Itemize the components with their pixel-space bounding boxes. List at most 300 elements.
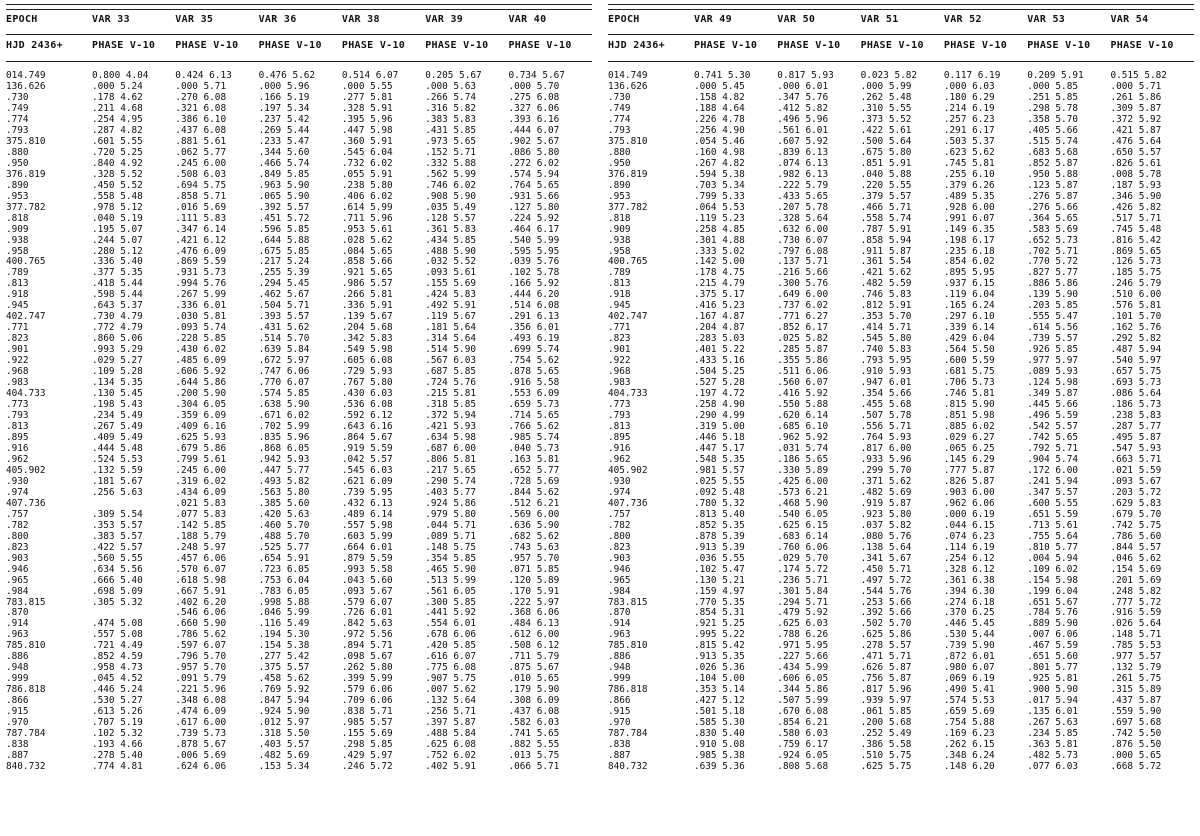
header-rule [6, 34, 592, 35]
epoch-cell: .730 [608, 91, 631, 103]
table-row [608, 256, 1194, 267]
phase-mag-cell: .643 5.37 [92, 300, 143, 312]
header-phase: PHASE V-10 [92, 40, 156, 51]
phase-mag-cell: .489 6.14 [341, 508, 393, 520]
phase-mag-cell: .854 6.02 [943, 256, 995, 268]
phase-mag-cell: .217 5.24 [258, 256, 310, 268]
phase-mag-cell: .278 5.57 [860, 640, 912, 652]
phase-mag-cell: .466 5.71 [860, 201, 912, 213]
phase-mag-cell: .709 6.06 [341, 695, 393, 707]
phase-mag-cell: .258 4.90 [694, 399, 745, 411]
phase-mag-cell: .261 5.75 [1110, 673, 1162, 685]
phase-mag-cell: .043 5.60 [341, 574, 393, 586]
phase-mag-cell: .064 5.53 [694, 201, 745, 213]
table-row [608, 246, 1194, 257]
phase-mag-cell: .657 5.75 [1110, 366, 1162, 378]
phase-mag-cell: .403 5.57 [258, 739, 310, 751]
phase-mag-cell: .363 5.81 [1027, 739, 1078, 751]
table-row [6, 498, 592, 509]
phase-mag-cell: .651 5.67 [1027, 596, 1078, 608]
phase-mag-cell: .993 5.58 [341, 563, 393, 575]
phase-mag-cell: .166 5.92 [508, 278, 560, 290]
phase-mag-cell: .361 5.54 [860, 256, 912, 268]
phase-mag-cell: .142 5.85 [175, 519, 227, 531]
phase-mag-cell: .276 5.66 [1027, 201, 1078, 213]
phase-mag-cell: .545 6.04 [341, 146, 393, 158]
phase-mag-cell: .204 5.68 [341, 322, 393, 334]
phase-mag-cell: .626 5.87 [860, 662, 912, 674]
phase-mag-cell: .840 4.92 [92, 157, 143, 169]
phase-mag-cell: .746 6.02 [425, 179, 476, 191]
table-row [6, 377, 592, 388]
phase-mag-cell: .010 5.65 [508, 673, 560, 685]
phase-mag-cell: .639 5.36 [694, 761, 745, 772]
header-phase: PHASE V-10 [341, 40, 406, 51]
phase-mag-cell: .808 5.68 [777, 761, 829, 772]
phase-mag-cell: .120 5.89 [508, 574, 560, 586]
phase-mag-cell: .401 5.22 [694, 344, 745, 356]
table-row [6, 607, 592, 618]
table-row [6, 147, 592, 158]
epoch-cell: .838 [608, 739, 631, 751]
phase-mag-cell: .878 5.67 [175, 739, 227, 751]
epoch-cell: 375.810 [608, 135, 648, 147]
header-row-2 [608, 40, 1194, 58]
phase-mag-cell: .629 5.83 [1110, 497, 1162, 509]
table-row [608, 81, 1194, 92]
phase-mag-cell: .234 5.49 [92, 410, 143, 421]
phase-mag-cell: .336 6.01 [175, 300, 227, 312]
phase-mag-cell: .224 5.92 [508, 212, 560, 224]
epoch-cell: .771 [6, 322, 29, 334]
phase-mag-cell: .383 5.57 [92, 530, 143, 542]
phase-mag-cell: .742 5.65 [1027, 431, 1078, 443]
phase-mag-cell: .000 6.03 [943, 80, 995, 92]
phase-mag-cell: .869 5.65 [1110, 245, 1162, 257]
phase-mag-cell: .154 5.38 [258, 640, 310, 652]
phase-mag-cell: .455 5.68 [860, 399, 912, 411]
phase-mag-cell: .921 5.25 [694, 618, 745, 630]
phase-mag-cell: .916 5.58 [508, 377, 560, 389]
phase-mag-cell: .770 5.72 [1027, 256, 1078, 268]
phase-mag-cell: .414 5.71 [860, 322, 912, 334]
table-row [6, 388, 592, 399]
phase-mag-cell: .485 6.09 [175, 355, 227, 367]
phase-mag-cell: .770 5.35 [694, 596, 745, 608]
phase-mag-cell: .154 5.69 [1110, 563, 1162, 575]
phase-mag-cell: .786 5.60 [1110, 530, 1162, 542]
phase-mag-cell: .165 6.24 [943, 300, 995, 312]
table-row [6, 136, 592, 147]
phase-mag-cell: .711 5.96 [341, 212, 393, 224]
phase-mag-cell: .947 6.01 [860, 377, 912, 389]
phase-mag-cell: .162 5.76 [1110, 322, 1162, 334]
table-row [608, 355, 1194, 366]
phase-mag-cell: .371 5.62 [860, 475, 912, 487]
table-row [6, 443, 592, 454]
table-row [6, 278, 592, 289]
phase-mag-cell: .958 4.73 [92, 662, 143, 674]
phase-mag-cell: .889 5.90 [1027, 618, 1078, 630]
table-row [608, 114, 1194, 125]
epoch-cell: 785.810 [608, 640, 648, 652]
phase-mag-cell: .355 5.86 [777, 355, 829, 367]
phase-mag-cell: .698 5.09 [92, 585, 143, 597]
epoch-cell: .922 [6, 355, 29, 367]
phase-mag-cell: .089 5.71 [425, 530, 476, 542]
phase-mag-cell: .869 5.59 [175, 256, 227, 268]
phase-mag-cell: .561 6.05 [425, 585, 476, 597]
phase-mag-cell: .488 5.70 [258, 530, 310, 542]
epoch-cell: 407.736 [6, 497, 46, 509]
header-phase: PHASE V-10 [508, 40, 572, 51]
phase-mag-cell: .197 5.34 [258, 102, 310, 114]
phase-mag-cell: .659 5.73 [508, 399, 560, 411]
phase-mag-cell: .858 5.94 [860, 234, 912, 246]
phase-mag-cell: .045 4.52 [92, 673, 143, 685]
phase-mag-cell: .248 5.82 [1110, 585, 1162, 597]
phase-mag-cell: .817 6.00 [860, 442, 912, 454]
phase-mag-cell: .767 5.80 [341, 377, 393, 389]
phase-mag-cell: .429 5.97 [341, 750, 393, 762]
phase-mag-cell: .309 5.54 [92, 508, 143, 520]
phase-mag-cell: .434 6.09 [175, 486, 227, 498]
phase-mag-cell: .973 5.65 [425, 135, 476, 147]
epoch-cell: 405.902 [608, 464, 648, 476]
epoch-cell: 840.732 [6, 761, 46, 772]
epoch-cell: .782 [6, 519, 29, 531]
phase-mag-cell: .487 5.94 [1110, 344, 1162, 356]
phase-mag-cell: .341 5.67 [860, 552, 912, 564]
phase-mag-cell: .383 5.83 [425, 113, 476, 125]
phase-mag-cell: .397 5.87 [425, 717, 476, 729]
phase-mag-cell: .256 5.63 [92, 486, 143, 498]
phase-mag-cell: .852 6.17 [777, 322, 829, 334]
phase-mag-cell: .375 5.57 [258, 662, 310, 674]
phase-mag-cell: .214 6.19 [943, 102, 995, 114]
phase-mag-cell: .858 5.66 [341, 256, 393, 268]
phase-mag-cell: .031 5.74 [777, 442, 829, 454]
phase-mag-cell: .134 5.35 [92, 377, 143, 389]
phase-mag-cell: .985 5.74 [508, 431, 560, 443]
phase-mag-cell: .504 5.25 [694, 366, 745, 378]
phase-mag-cell: .044 6.15 [943, 519, 995, 531]
table-row [608, 465, 1194, 476]
phase-mag-cell: .359 6.09 [175, 410, 227, 421]
phase-mag-cell: .852 4.59 [92, 651, 143, 663]
phase-mag-cell: .237 5.42 [258, 113, 310, 125]
phase-mag-cell: .421 5.87 [1110, 124, 1162, 136]
phase-mag-cell: .742 5.50 [1110, 728, 1162, 740]
phase-mag-cell: .433 5.65 [777, 190, 829, 202]
phase-mag-cell: .074 6.13 [777, 157, 829, 169]
epoch-cell: .890 [608, 179, 631, 191]
phase-mag-cell: .000 6.19 [943, 508, 995, 520]
phase-mag-cell: .482 5.69 [258, 750, 310, 762]
phase-mag-cell: .482 5.73 [1027, 750, 1078, 762]
phase-mag-cell: .801 5.77 [1027, 662, 1078, 674]
phase-mag-cell: .040 5.73 [508, 442, 560, 454]
phase-mag-cell: .739 5.95 [341, 486, 393, 498]
table-row [608, 728, 1194, 739]
phase-mag-cell: .420 5.85 [425, 640, 476, 652]
phase-mag-cell: .933 5.96 [860, 453, 912, 465]
table-row [6, 333, 592, 344]
epoch-cell: .823 [608, 333, 631, 345]
phase-mag-cell: .694 5.75 [175, 179, 227, 191]
phase-mag-cell: .297 6.10 [943, 311, 995, 323]
table-row [6, 169, 592, 180]
epoch-cell: 404.733 [608, 388, 648, 400]
phase-mag-cell: .040 5.19 [92, 212, 143, 224]
phase-mag-cell: .017 5.94 [1027, 695, 1078, 707]
epoch-cell: 407.736 [608, 497, 648, 509]
epoch-cell: 376.819 [608, 168, 648, 180]
phase-mag-cell: .707 5.19 [92, 717, 143, 729]
phase-mag-cell: .309 5.87 [1110, 102, 1162, 114]
phase-mag-cell: .262 5.80 [341, 662, 393, 674]
phase-mag-cell: .931 5.66 [508, 190, 560, 202]
phase-mag-cell: .422 5.61 [860, 124, 912, 136]
phase-mag-cell: .000 5.55 [341, 80, 393, 92]
phase-mag-cell: .375 5.17 [694, 289, 745, 301]
phase-mag-cell: .530 5.27 [92, 695, 143, 707]
epoch-cell: .818 [6, 212, 29, 224]
phase-mag-cell: .409 6.16 [175, 421, 227, 432]
epoch-cell: 136.626 [6, 80, 46, 92]
phase-mag-cell: .730 6.07 [777, 234, 829, 246]
phase-mag-cell: .139 5.67 [341, 311, 393, 323]
phase-mag-cell: .028 5.62 [341, 234, 393, 246]
phase-mag-cell: .178 4.75 [694, 267, 745, 279]
phase-mag-cell: .203 5.72 [1110, 486, 1162, 498]
table-row [6, 224, 592, 235]
phase-mag-cell: .447 5.98 [341, 124, 393, 136]
left-photometry-table [6, 4, 592, 832]
table-row [608, 564, 1194, 575]
phase-mag-cell: .333 5.02 [694, 245, 745, 257]
phase-mag-cell: .128 5.57 [425, 212, 476, 224]
phase-mag-cell: .348 6.08 [175, 695, 227, 707]
phase-mag-cell: .062 5.77 [175, 146, 227, 158]
phase-mag-cell: .251 5.85 [1027, 91, 1078, 103]
phase-mag-cell: .606 6.05 [777, 673, 829, 685]
phase-mag-cell: .425 6.00 [777, 475, 829, 487]
phase-mag-cell: .416 5.92 [777, 388, 829, 400]
phase-mag-cell: .287 5.77 [1110, 421, 1162, 432]
phase-mag-cell: .457 6.06 [175, 552, 227, 564]
phase-mag-cell: .634 5.98 [425, 431, 476, 443]
phase-mag-cell: .573 6.21 [777, 486, 829, 498]
phase-mag-cell: .838 5.71 [341, 706, 393, 718]
table-row [6, 432, 592, 443]
phase-mag-cell: .126 5.73 [1110, 256, 1162, 268]
phase-mag-cell: .852 5.35 [694, 519, 745, 531]
phase-mag-cell: .904 5.74 [1027, 453, 1078, 465]
phase-mag-cell: .167 4.87 [694, 311, 745, 323]
epoch-cell: .938 [6, 234, 29, 246]
header-var: VAR 40 [508, 14, 547, 25]
phase-mag-cell: .358 5.70 [1027, 113, 1078, 125]
phase-mag-cell: .542 5.57 [1027, 421, 1078, 432]
phase-mag-cell: .777 5.72 [1110, 596, 1162, 608]
table-row [6, 706, 592, 717]
phase-mag-cell: .726 6.01 [341, 607, 393, 619]
phase-mag-cell: .086 5.64 [1110, 388, 1162, 400]
phase-mag-cell: .137 5.71 [777, 256, 829, 268]
phase-mag-cell: .290 5.74 [425, 475, 476, 487]
phase-mag-cell: .254 4.95 [92, 113, 143, 125]
epoch-cell: .945 [608, 300, 631, 312]
phase-mag-cell: .754 5.62 [508, 355, 560, 367]
phase-mag-cell: .132 5.64 [425, 695, 476, 707]
phase-mag-cell: .277 5.42 [258, 651, 310, 663]
phase-mag-cell: .514 6.08 [508, 300, 560, 312]
table-row [6, 520, 592, 531]
epoch-cell: .774 [6, 113, 29, 125]
table-row [608, 597, 1194, 608]
table-row [6, 103, 592, 114]
table-row [6, 180, 592, 191]
phase-mag-cell: .004 5.94 [1027, 552, 1078, 564]
phase-mag-cell: .746 5.81 [943, 388, 995, 400]
phase-mag-cell: 0.117 6.19 [943, 70, 1001, 81]
phase-mag-cell: .916 5.59 [1110, 607, 1162, 619]
table-row [608, 388, 1194, 399]
phase-mag-cell: .616 6.07 [425, 651, 476, 663]
phase-mag-cell: .119 5.67 [425, 311, 476, 323]
phase-mag-cell: .962 6.06 [943, 497, 995, 509]
phase-mag-cell: .201 5.69 [1110, 574, 1162, 586]
phase-mag-cell: .796 5.70 [175, 651, 227, 663]
phase-mag-cell: .392 5.57 [258, 201, 310, 213]
epoch-cell: .984 [6, 585, 29, 597]
phase-mag-cell: .364 5.65 [1027, 212, 1078, 224]
header-phase: PHASE V-10 [425, 40, 489, 51]
phase-mag-cell: .476 6.09 [175, 245, 227, 257]
phase-mag-cell: .246 5.72 [341, 761, 393, 772]
phase-mag-cell: .447 5.77 [258, 464, 310, 476]
phase-mag-cell: .336 5.91 [341, 300, 393, 312]
phase-mag-cell: .510 6.00 [1110, 289, 1162, 301]
phase-mag-cell: .963 5.90 [258, 179, 310, 191]
phase-mag-cell: .294 5.71 [777, 596, 829, 608]
phase-mag-cell: .928 6.00 [943, 201, 995, 213]
header-phase: PHASE V-10 [943, 40, 1008, 51]
table-row [6, 761, 592, 772]
phase-mag-cell: .291 6.13 [508, 311, 560, 323]
phase-mag-cell: .894 5.71 [341, 640, 393, 652]
phase-mag-cell: .740 5.83 [860, 344, 912, 356]
table-row [6, 487, 592, 498]
phase-mag-cell: .816 5.42 [1110, 234, 1162, 246]
phase-mag-cell: .138 5.64 [860, 541, 912, 553]
header-var: VAR 39 [425, 14, 464, 25]
epoch-cell: 375.810 [6, 135, 46, 147]
phase-mag-cell: .547 5.93 [1110, 442, 1162, 454]
table-row [608, 640, 1194, 651]
phase-mag-cell: .549 5.98 [341, 344, 393, 356]
phase-mag-cell: .446 5.45 [943, 618, 995, 630]
table-row [6, 399, 592, 410]
phase-mag-cell: .130 5.45 [92, 388, 143, 400]
phase-mag-cell: .200 5.68 [860, 717, 912, 729]
epoch-cell: .800 [608, 530, 631, 542]
phase-mag-cell: .600 5.59 [943, 355, 995, 367]
phase-mag-cell: .402 5.91 [425, 761, 476, 772]
phase-mag-cell: .868 6.05 [258, 442, 310, 454]
phase-mag-cell: .444 6.20 [508, 289, 560, 301]
phase-mag-cell: .977 5.97 [1027, 355, 1078, 367]
phase-mag-cell: .603 5.99 [341, 530, 393, 542]
phase-mag-cell: .919 5.59 [341, 442, 393, 454]
phase-mag-cell: .116 5.49 [258, 618, 310, 630]
phase-mag-cell: .257 6.23 [943, 113, 995, 125]
phase-mag-cell: .759 6.17 [777, 739, 829, 751]
epoch-cell: .901 [608, 344, 631, 356]
phase-mag-cell: .000 5.63 [425, 80, 476, 92]
phase-mag-cell: .450 5.71 [860, 563, 912, 575]
phase-mag-cell: .503 5.37 [943, 135, 995, 147]
phase-mag-cell: .361 6.38 [943, 574, 995, 586]
phase-mag-cell: .248 5.97 [175, 541, 227, 553]
phase-mag-cell: .244 5.07 [92, 234, 143, 246]
phase-mag-cell: .919 5.87 [860, 497, 912, 509]
phase-mag-cell: .682 5.62 [508, 530, 560, 542]
epoch-cell: 400.765 [6, 256, 46, 268]
phase-mag-cell: .432 6.13 [341, 497, 393, 509]
phase-mag-cell: .910 5.93 [860, 366, 912, 378]
phase-mag-cell: .497 5.72 [860, 574, 912, 586]
phase-mag-cell: .373 5.52 [860, 113, 912, 125]
epoch-cell: .757 [608, 508, 631, 520]
table-row [6, 684, 592, 695]
epoch-cell: .870 [608, 607, 631, 619]
phase-mag-cell: .152 5.71 [425, 146, 476, 158]
phase-mag-cell: .427 5.12 [694, 695, 745, 707]
phase-mag-cell: .000 5.65 [1110, 750, 1162, 762]
phase-mag-cell: .484 6.13 [508, 618, 560, 630]
table-row [608, 432, 1194, 443]
phase-mag-cell: .679 5.70 [1110, 508, 1162, 520]
header-hjd: HJD 2436+ [6, 40, 63, 51]
phase-mag-cell: .702 5.71 [1027, 245, 1078, 257]
phase-mag-cell: .482 5.69 [860, 486, 912, 498]
epoch-cell: .895 [608, 431, 631, 443]
table-row [608, 695, 1194, 706]
epoch-cell: .938 [608, 234, 631, 246]
table-row [6, 531, 592, 542]
phase-mag-cell: .614 5.99 [341, 201, 393, 213]
phase-mag-cell: .900 5.90 [1027, 684, 1078, 696]
phase-mag-cell: .907 5.75 [425, 673, 476, 685]
phase-mag-cell: .625 6.15 [777, 519, 829, 531]
phase-mag-cell: .605 6.08 [341, 355, 393, 367]
epoch-cell: .999 [6, 673, 29, 685]
phase-mag-cell: .256 4.90 [694, 124, 745, 136]
phase-mag-cell: .902 5.67 [508, 135, 560, 147]
epoch-cell: .886 [608, 651, 631, 663]
phase-mag-cell: .431 5.62 [258, 322, 310, 334]
phase-mag-cell: .262 6.15 [943, 739, 995, 751]
phase-mag-cell: .614 5.56 [1027, 322, 1078, 334]
phase-mag-cell: .569 6.00 [508, 508, 560, 520]
phase-mag-cell: .199 6.04 [1027, 585, 1078, 597]
phase-mag-cell: .188 4.64 [694, 102, 745, 114]
phase-mag-cell: .881 5.61 [175, 135, 227, 147]
table-row [608, 410, 1194, 421]
phase-mag-cell: .998 5.88 [258, 596, 310, 608]
